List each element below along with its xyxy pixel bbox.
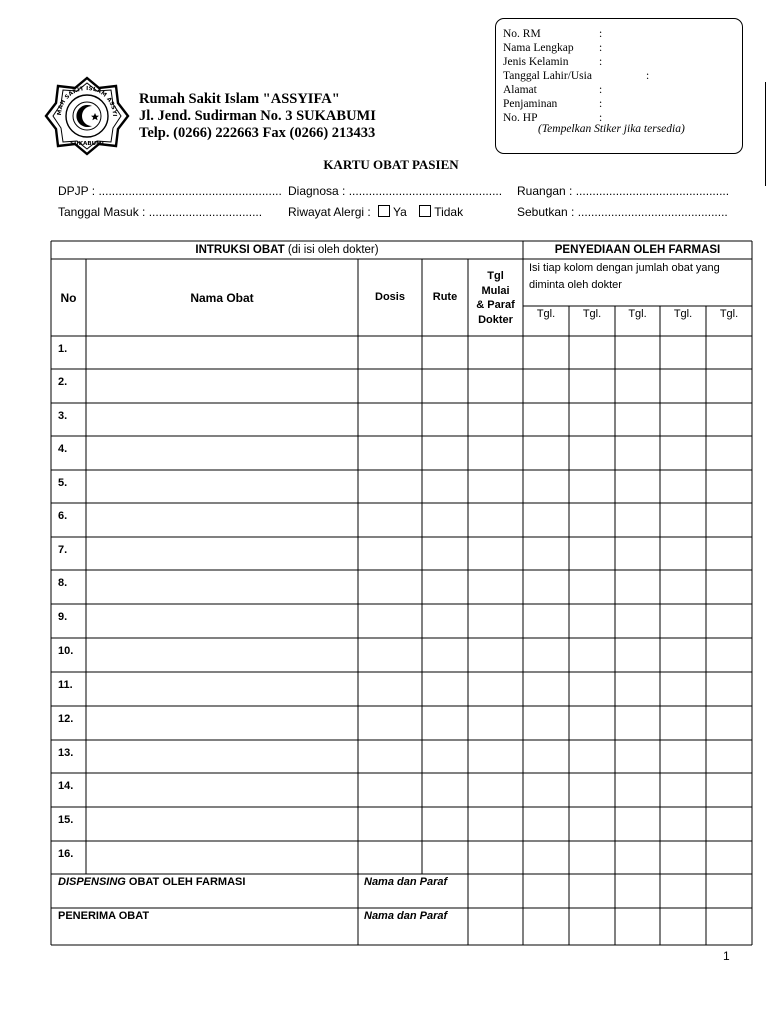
field-no-hp: No. HP [503,112,538,124]
col-tgl-mulai-header [468,269,523,327]
row-number: 14. [58,780,74,792]
farmasi-instruction-line: Isi tiap kolom dengan jumlah obat yang [529,262,720,274]
row-number: 16. [58,848,74,860]
row-number: 13. [58,747,74,759]
tidak-label: Tidak [434,205,464,219]
hospital-address: Jl. Jend. Sudirman No. 3 SUKABUMI [139,108,376,124]
tgl-col-header: Tgl. [673,308,693,320]
row-number: 11. [58,679,73,691]
colon: : [599,84,603,96]
row-number: 15. [58,814,74,826]
penerima-label: PENERIMA OBAT [58,910,150,922]
row-number: 3. [58,410,68,422]
row-number: 10. [58,645,74,657]
ruangan-field: Ruangan : .............................................. [517,184,730,198]
col-dosis-header: Dosis [375,291,405,303]
nama-paraf-penerima: Nama dan Paraf [364,910,448,922]
diagnosa-field: Diagnosa : .............................................. [288,184,503,198]
dispensing-label [58,876,245,888]
row-number: 9. [58,611,68,623]
tanggal-masuk-field: Tanggal Masuk : .................................. [58,205,263,219]
tgl-col-header: Tgl. [719,308,739,320]
colon: : [599,42,603,54]
page-number: 1 [723,949,730,963]
farmasi-instruction-line: diminta oleh dokter [529,279,622,291]
colon: : [599,56,603,68]
tgl-col-header: Tgl. [628,308,647,320]
nama-paraf-dispensing: Nama dan Paraf [364,876,448,888]
col-tgl-line: Tgl [487,270,504,282]
row-number: 8. [58,577,68,589]
riwayat-alergi-label: Riwayat Alergi : [288,205,371,219]
row-number: 4. [58,443,68,455]
col-no-header: No [60,291,77,305]
dispensing-rest: OBAT OLEH FARMASI [125,876,246,888]
col-tgl-line: & Paraf [476,299,515,311]
colon: : [599,28,603,40]
farmasi-instruction [529,260,720,294]
penyediaan-farmasi-header: PENYEDIAAN OLEH FARMASI [554,244,721,256]
field-nama-lengkap: Nama Lengkap [503,42,574,54]
dpjp-field: DPJP : ....................................................... [58,184,282,198]
field-jenis-kelamin: Jenis Kelamin [503,56,569,68]
field-alamat: Alamat [503,84,537,96]
colon: : [646,70,650,82]
row-number: 6. [58,510,68,522]
sticker-note: (Tempelkan Stiker jika tersedia) [538,123,685,135]
instruksi-obat-title: INTRUKSI OBAT [195,244,285,256]
dispensing-italic: DISPENSING [58,876,126,888]
row-number: 1. [58,343,68,355]
col-tgl-line: Dokter [478,313,513,326]
tgl-col-header: Tgl. [582,308,602,320]
hospital-name: Rumah Sakit Islam "ASSYIFA" [139,91,340,107]
instruksi-obat-note: (di isi oleh dokter) [284,244,379,256]
tgl-col-header: Tgl. [536,308,556,320]
logo-text: MAH SAKIT ISLAM ASSYI [56,85,118,117]
field-tanggal-lahir: Tanggal Lahir/Usia [503,70,592,82]
logo-city: SUKABUMI [70,141,104,147]
col-tgl-line: Mulai [481,284,510,297]
colon: : [599,112,603,124]
colon: : [599,98,603,110]
row-number: 2. [58,376,68,388]
col-rute-header: Rute [432,291,458,303]
field-no-rm: No. RM [503,28,541,40]
row-number: 5. [58,477,68,489]
instruksi-obat-header [51,244,523,256]
ya-label: Ya [393,205,407,219]
hospital-phone: Telp. (0266) 222663 Fax (0266) 213433 [139,125,376,141]
row-number: 12. [58,713,74,725]
row-number: 7. [58,544,68,556]
col-nama-obat-header: Nama Obat [190,291,254,305]
sebutkan-field: Sebutkan : ............................................. [517,205,728,219]
document-title: KARTU OBAT PASIEN [323,157,459,172]
field-penjaminan: Penjaminan [503,98,558,110]
